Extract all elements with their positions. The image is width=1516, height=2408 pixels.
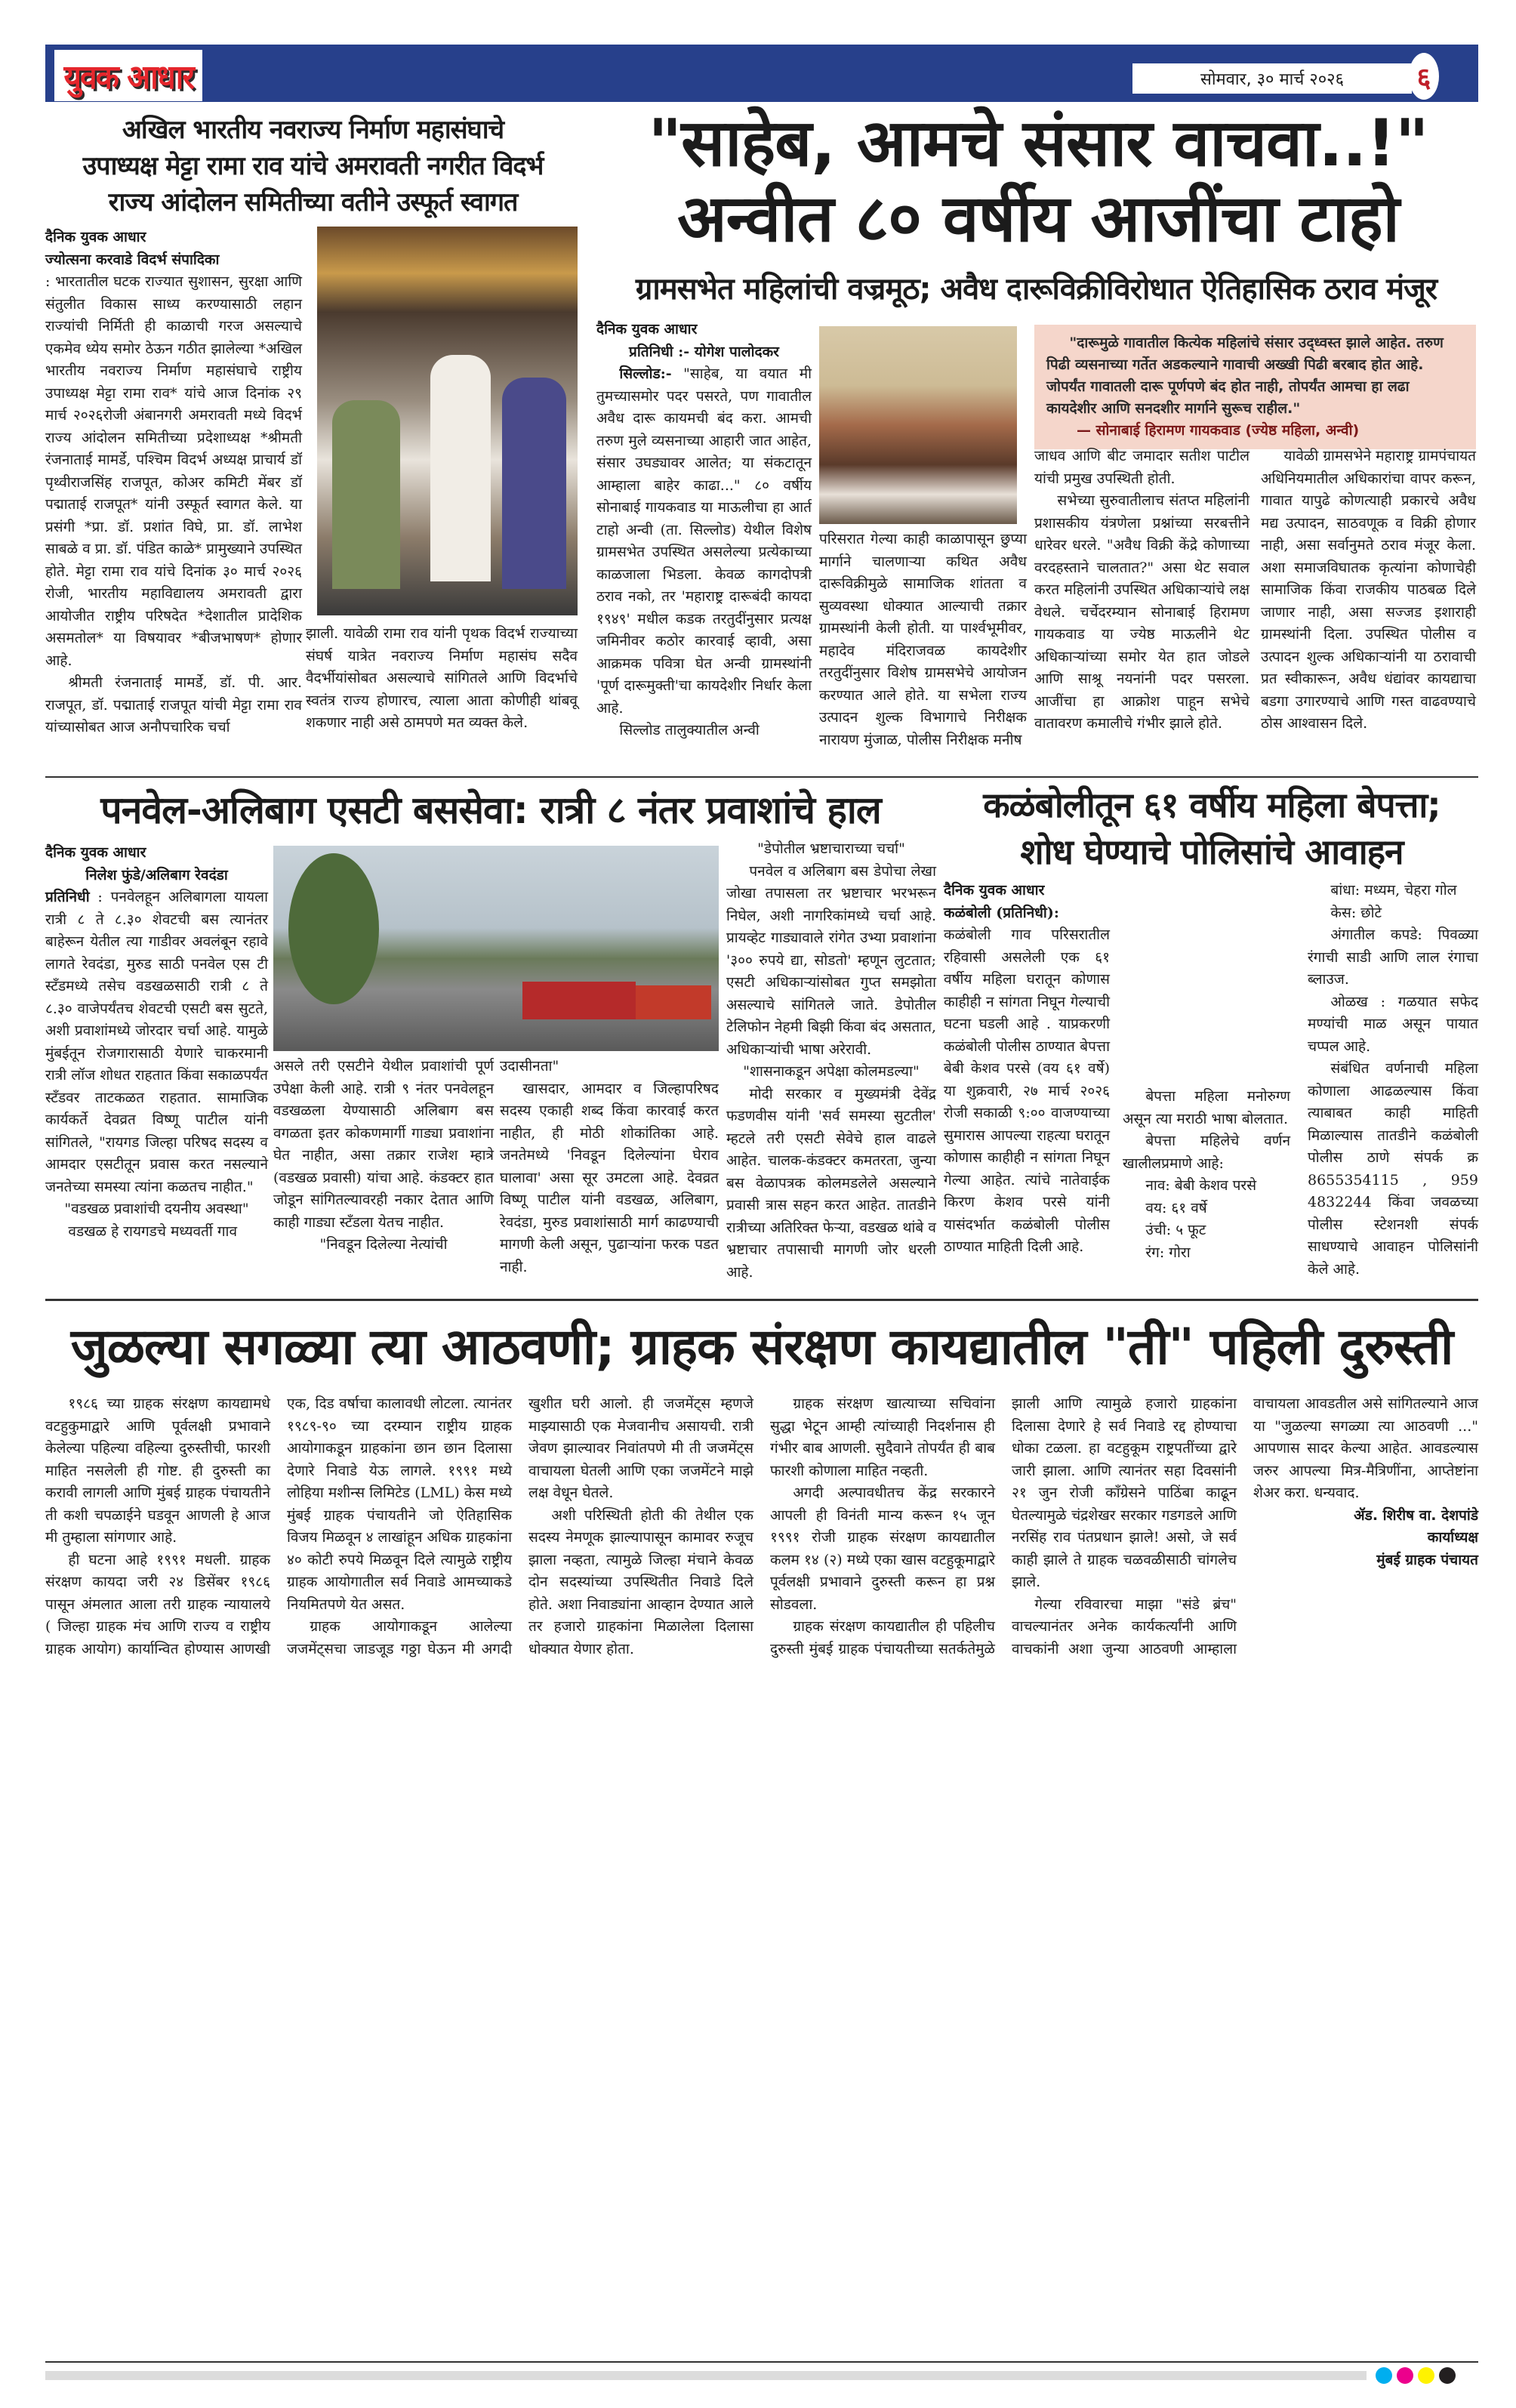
quote-attribution: — सोनाबाई हिरामण गायकवाड (ज्येष्ठ महिला, अन्वी)	[1077, 422, 1360, 439]
magenta-dot	[1397, 2367, 1413, 2384]
panvel-column-2: असले तरी एसटीने येथील प्रवाशांची पूर्ण उपेक्षा केली आहे. रात्री ९ नंतर पनवेलहून वडखळला येण्यासाठी अलिबाग बस वगळता इतर कोकणमार्गी गाड्या प्रवाशांना घेत नाहीत, असा तक्रार राजेश म्हात्रे (वडखळ प्रवासी) यांचा आहे. कंडक्टर हात जोडून सांगितल्यावरही नकार देतात आणि काही गाड्या स्टँडला येतच नाहीत. "निवडून दिलेल्या नेत्यांची	[273, 1058, 494, 1253]
tree	[288, 853, 379, 1004]
footer-bar	[45, 2371, 1367, 2380]
st-bus	[522, 982, 636, 1019]
pull-quote: "दारूमुळे गावातील कित्येक महिलांचे संसार उद्ध्वस्त झाले आहेत. तरुण पिढी व्यसनाच्या गर्तेत अडकल्याने गावाची अख्खी पिढी बरबाद होत आहे. जोपर्यंत गावातली दारू पूर्णपणे बंद होत नाही, तोपर्यंत आमचा हा लढा कायदेशीर आणि सनदशीर मार्गाने सुरूच राहील." — सोनाबाई हिरामण गायकवाड (ज्येष्ठ महिला, अन्वी)	[1034, 325, 1476, 449]
navrajya-column-2: झाली. यावेळी रामा राव यांनी पृथक विदर्भ राज्याच्या संघर्ष यात्रेत नवराज्य निर्माण महासंघ सदैव वैदर्भीयांसोबत असल्याचे सांगितले आणि विदर्भाचे स्वतंत्र राज्य होणारच, त्याला आता कोणीही थांबवू शकणार नाही असे ठामपणे मत व्यक्त केले.	[306, 625, 578, 731]
registration-marks	[1376, 2367, 1456, 2384]
section-divider	[45, 1299, 1478, 1301]
source: दैनिक युवक आधार	[45, 229, 146, 245]
author-name: ॲड. शिरीष वा. देशपांडे	[1354, 1506, 1478, 1524]
black-dot	[1439, 2367, 1456, 2384]
panvel-column-3: उदासीनता" खासदार, आमदार व जिल्हापरिषद सदस्य एकाही शब्द किंवा कारवाई करत नाहीत, ही मोठी शोकांतिका आहे. जनतेमध्ये 'निवडून दिलेल्यांना घेराव घालावा' असा सूर उमटला आहे. देवव्रत विष्णू पाटील यांनी वडखळ, अलिबाग, रेवदंडा, मुरुड प्रवाशांसाठी मार्ग काढण्याची मागणी केली असून, पुढाऱ्यांना फरक पडत नाही.	[500, 1058, 719, 1275]
person-figure	[332, 400, 400, 589]
kalamboli-column-3: बांधा: मध्यम, चेहरा गोल केस: छोटे अंगातील कपडे: पिवळ्या रंगाची साडी आणि लाल रंगाचा ब्लाउज. ओळख : गळयात सफेद मण्यांची माळ असून पायात चप्पल आहे. संबंधित वर्णनाची महिला कोणाला आढळल्यास किंवा त्याबाबत काही माहिती मिळाल्यास तातडीने कळंबोली पोलीस ठाणे संपर्क क्र 8655354115 , 959 4832244 किंवा जवळच्या पोलीस स्टेशनशी संपर्क साधण्याचे आवाहन पोलिसांनी केले आहे.	[1308, 882, 1478, 1278]
kalamboli-column-2: बेपत्ता महिला मनोरुग्ण असून त्या मराठी भाषा बोलतात. बेपत्ता महिलेचे वर्णन खालीलप्रमाणे आहे: नाव: बेबी केशव परसे वय: ६१ वर्षे उंची: ५ फूट रंग: गोरा	[1123, 1088, 1290, 1261]
bus-stand-photo	[273, 846, 719, 1051]
article-paragraph: अशी परिस्थिती होती की तेथील एक सदस्य नेमणूक झाल्यापासून कामावर रुजूच झाला नव्हता, त्यामुळे जिल्हा मंचाने केवळ दोन सदस्यांच्या उपस्थितीत निवाडे दिले होते. अशा निवाड्यांना आव्हान देण्यात आले तर हजारो ग्राहकांना मिळालेला दिलासा धोक्यात येणार होता.	[528, 1506, 753, 1657]
kalamboli-column-1: दैनिक युवक आधार कळंबोली (प्रतिनिधी): कळंबोली गाव परिसरातील रहिवासी असलेली एक ६१ वर्षीय महिला घरातून कोणास काहीही न सांगता निघून गेल्याची घटना घडली आहे . याप्रकरणी कळंबोली पोलीस ठाण्यात बेपत्ता बेबी केशव परसे (वय ६१ वर्षे) या शुक्रवारी, २७ मार्च २०२६ रोजी सकाळी ९:०० वाजण्याच्या सुमारास आपल्या राहत्या घरातून कोणास काहीही न सांगता निघून गेल्या आहेत. त्यांचे नातेवाईक किरण केशव परसे यांनी यासंदर्भात कळंबोली पोलीस ठाण्यात माहिती दिली आहे.	[944, 882, 1110, 1255]
article-paragraph: ग्राहक आयोगाकडून आलेल्या जजमेंट्सचा जाडजूड गठ्ठा घेऊन मी अगदी खुशीत घरी आलो. ही जजमेंट्स म्हणजे माझ्यासाठी एक मेजवानीच असायची. रात्री जेवण झाल्यावर निवांतपणे मी ती जजमेंट्स वाचायला घेतली आणि एका जजमेंटने माझे लक्ष वेधून घेतले.	[287, 1395, 753, 1657]
article-paragraph: गेल्या रविवारचा माझा "संडे ब्रंच" वाचल्यानंतर अनेक कार्यकर्त्यांनी आणि वाचकांनी अशा जुन्या आठवणी आम्हाला वाचायला आवडतील असे सांगितल्याने आज या "जुळल्या सगळ्या त्या आठवणी ..." आपणास सादर केल्या आहेत. आवडल्यास जरुर आपल्या मित्र-मैत्रिणींना, आप्तेष्टांना शेअर करा. धन्यवाद.	[1012, 1395, 1478, 1657]
anvi-headline: "साहेब, आमचे संसार वाचवा..!" अन्वीत ८० वर्षीय आजींचा टाहो	[648, 106, 1428, 257]
gram-sabha-photo	[819, 326, 1017, 524]
panvel-column-4: "डेपोतील भ्रष्टाचाराच्या चर्चा" पनवेल व अलिबाग बस डेपोचा लेखा जोखा तपासला तर भ्रष्टाचार भरभरून निघेल, अशी नागरिकांमध्ये चर्चा आहे. प्रायव्हेट गाड्यावाले रांगेत उभ्या प्रवाशांना '३०० रुपये द्या, सोडतो' म्हणून लुटतात; एसटी अधिकाऱ्यांसोबत गुप्त समझोता असल्याचे सांगितले जाते. डेपोतील टेलिफोन नेहमी बिझी किंवा बंद असतात, अधिकाऱ्यांची भाषा अरेरावी. "शासनाकडून अपेक्षा कोलमडल्या" मोदी सरकार व मुख्यमंत्री देवेंद्र फडणवीस यांनी 'सर्व समस्या सुटतील' म्हटले तरी एसटी सेवेचे हाल वाढले आहेत. चालक-कंडक्टर कमतरता, जुन्या बस वेळापत्रक कोलमडलेले असल्याने प्रवासी त्रास सहन करत आहेत. तातडीने रात्रीच्या अतिरिक्त फेर्‍या, वडखळ थांबे व भ्रष्टाचार तपासाची मागणी जोर धरली आहे.	[726, 840, 936, 1281]
grahak-article-body	[45, 1393, 1478, 1660]
article-paragraph: ग्राहक संरक्षण कायद्यातील ही पहिलीच दुरुस्ती मुंबई ग्राहक पंचायतीच्या सतर्कतेमुळे झाली आणि त्यामुळे हजारो ग्राहकांना दिलासा देणारे हे सर्व निवाडे रद्द होण्याचा धोका टळला. हा वटहुकूम राष्ट्रपतींच्या द्वारे जारी झाला. आणि त्यानंतर सहा दिवसांनी २१ जुन रोजी काँग्रेसने पाठिंबा काढून घेतल्यामुळे चंद्रशेखर सरकार गडगडले आणि नरसिंह राव पंतप्रधान झाले! असो, जे सर्व काही झाले ते ग्राहक चळवळीसाठी चांगलेच झाले.	[770, 1395, 1237, 1657]
anvi-column-2: परिसरात गेल्या काही काळापासून छुप्या मार्गाने चालणाऱ्या कथित अवैध दारूविक्रीमुळे सामाजिक शांतता व सुव्यवस्था धोक्यात आल्याची तक्रार ग्रामस्थांनी केली होती. या पार्श्वभूमीवर, महादेव मंदिराजवळ कायदेशीर तरतुदींनुसार विशेष ग्रामसभेचे आयोजन करण्यात आले होते. या सभेला राज्य उत्पादन शुल्क विभागाचे निरीक्षक नारायण मुंजाळ, पोलीस निरीक्षक मनीष	[819, 531, 1027, 748]
anvi-column-3: जाधव आणि बीट जमादार सतीश पाटील यांची प्रमुख उपस्थिती होती. सभेच्या सुरुवातीलाच संतप्त महिलांनी प्रशासकीय यंत्रणेला प्रश्नांच्या सरबत्तीने धारेवर धरले. "अवैध विक्री केंद्रे कोणाच्या वरदहस्ताने चालतात?" असा थेट सवाल करत महिलांनी उपस्थित अधिकाऱ्यांचे लक्ष वेधले. चर्चेदरम्यान सोनाबाई हिरामण गायकवाड या ज्येष्ठ माऊलीने थेट अधिकाऱ्यांच्या समोर येत हात जोडले आणि साश्रू नयनांनी पदर पसरला. आजींचा हा आक्रोश पाहून सभेचे वातावरण कमालीचे गंभीर झाले होते.	[1034, 448, 1249, 732]
navrajya-headline: अखिल भारतीय नवराज्य निर्माण महासंघाचे उपाध्यक्ष मेट्टा रामा राव यांचे अमरावती नगरीत विदर्भ राज्य आंदोलन समितीच्या वतीने उस्फूर्त स्वागत	[82, 115, 544, 217]
author-title: कार्याध्यक्ष	[1427, 1529, 1478, 1546]
anvi-subheadline: ग्रामसभेत महिलांची वज्रमूठ; अवैध दारूविक्रीविरोधात ऐतिहासिक ठराव मंजूर	[635, 272, 1437, 307]
issue-date: सोमवार, ३० मार्च २०२६	[1132, 63, 1412, 94]
cyan-dot	[1376, 2367, 1392, 2384]
section-divider	[45, 776, 1478, 778]
article-paragraph: १९८६ च्या ग्राहक संरक्षण कायद्यामधे वटहुकुमाद्वारे आणि पूर्वलक्षी प्रभावाने केलेल्या पहिल्या वहिल्या दुरुस्तीची, फारशी माहित नसलेली ही गोष्ट. ही दुरुस्ती का करावी लागली आणि मुंबई ग्राहक पंचायतीने ती कशी चपळाईने घडवून आणली हे आज मी तुम्हाला सांगणार आहे.	[45, 1395, 270, 1546]
article-paragraph: अगदी अल्पावधीतच केंद्र सरकारने आपली ही विनंती मान्य करून १५ जून १९९१ रोजी ग्राहक संरक्षण कायद्यातील कलम १४ (२) मध्ये एका खास वटहुकूमाद्वारे पूर्वलक्षी प्रभावाने दुरुस्ती करून हा प्रश्न सोडवला.	[770, 1485, 995, 1613]
footer-rule	[45, 2361, 1478, 2363]
anvi-column-4: यावेळी ग्रामसभेने महाराष्ट्र ग्रामपंचायत अधिनियमातील अधिकारांचा वापर करून, गावात यापुढे कोणत्याही प्रकारचे अवैध मद्य उत्पादन, साठवणूक व विक्री होणार नाही, असा सर्वानुमते ठराव मंजूर केला. अशा समाजविघातक कृत्यांना कोणाचेही सामाजिक किंवा राजकीय पाठबळ दिले जाणार नाही, असा सज्जड इशाराही ग्रामस्थांनी दिला. उपस्थित पोलीस व उत्पादन शुल्क अधिकाऱ्यांनी या ठरावाची प्रत स्वीकारून, अवैध धंद्यांवर कायद्याचा बडगा उगारण्याचे आणि गस्त वाढवण्याचे ठोस आश्वासन दिले.	[1261, 448, 1476, 732]
person-figure	[430, 355, 491, 581]
st-bus	[636, 985, 711, 1019]
navrajya-column-1: दैनिक युवक आधार ज्योत्सना करवाडे विदर्भ संपादिका : भारतातील घटक राज्यात सुशासन, सुरक्षा आणि संतुलीत विकास साध्य करण्यासाठी लहान राज्यांची निर्मिती ही काळाची गरज असल्याचे एकमेव ध्येय समोर ठेऊन गठीत झालेल्या *अखिल भारतीय नवराज्य निर्माण महासंघाचे राष्ट्रीय उपाध्यक्ष मेट्टा रामा राव* यांचे आज दिनांक २९ मार्च २०२६रोजी अंबानगरी अमरावती मध्ये विदर्भ राज्य आंदोलन समितीच्या प्रदेशाध्यक्ष *श्रीमती रंजनाताई मामर्डे, पश्चिम विदर्भ अध्यक्ष प्राचार्य डॉ पृथ्वीराजसिंह राजपूत, कोअर कमिटी मेंबर डॉ पद्माताई राजपूत* यांनी उस्फूर्त स्वागत केले. या प्रसंगी *प्रा. डॉ. प्रशांत विघे, प्रा. डॉ. लाभेश साबळे व प्रा. डॉ. पंडित काळे* प्रामुख्याने उपस्थित होते. मेट्टा रामा राव यांचे दिनांक ३० मार्च २०२६ रोजी, भारतीय महाविद्यालय अमरावती द्वारा आयोजीत राष्ट्रीय परिषदेत *देशातील प्रादेशिक असमतोल* या विषयावर *बीजभाषण* होणार आहे. श्रीमती रंजनाताई मामर्डे, डॉ. पी. आर. राजपूत, डॉ. पद्माताई राजपूत यांची मेट्टा रामा राव यांच्यासोबत आज अनौपचारिक चर्चा	[45, 227, 302, 739]
page-number: ६	[1409, 53, 1439, 100]
yellow-dot	[1418, 2367, 1434, 2384]
panvel-column-1: दैनिक युवक आधार निलेश फुंडे/अलिबाग रेवदंडा प्रतिनिधी : पनवेलहून अलिबागला यायला रात्री ८ ते ८.३० शेवटची बस त्यानंतर बाहेरून येतील त्या गाडीवर अवलंबून रहावे लागते रेवदंडा, मुरुड साठी पनवेल एस टी स्टँडमध्ये तसेच वडखळसाठी रात्री ८ ते ८.३० वाजेपर्यंतच शेवटची एसटी बस सुटते, अशी प्रवाशांमध्ये जोरदार चर्चा आहे. यामुळे मुंबईतून रोजगारासाठी येणारे चाकरमानी रात्री लॉज शोधत राहतात किंवा सकाळपर्यंत स्टँडवर ताटकळत राहतात. सामाजिक कार्यकर्ते देवव्रत विष्णू पाटील यांनी सांगितले, "रायगड जिल्हा परिषद सदस्य व आमदार एसटीतून प्रवास करत नसल्याने जनतेच्या समस्या त्यांना कळतच नाहीत." "वडखळ प्रवाशांची दयनीय अवस्था" वडखळ हे रायगडचे मध्यवर्ती गाव	[45, 844, 268, 1240]
person-figure	[502, 378, 566, 589]
byline: ज्योत्सना करवाडे विदर्भ संपादिका	[45, 251, 220, 268]
article-paragraph: ही घटना आहे १९९१ मधली. ग्राहक संरक्षण कायदा जरी २४ डिसेंबर १९८६ पासून अंमलात आला तरी ग्राहक न्यायालये ( जिल्हा ग्राहक मंच आणि राज्य व राष्ट्रीय ग्राहक आयोग) कार्यान्वित होण्यास आणखी एक, दिड वर्षाचा कालावधी लोटला. त्यानंतर १९८९-९० च्या दरम्यान राष्ट्रीय ग्राहक आयोगाकडून ग्राहकांना छान छान दिलासा देणारे निवाडे येऊ लागले. १९९१ मध्ये लोहिया मशीन्स लिमिटेड (LML) केस मध्ये मुंबई ग्राहक पंचायतीने जो ऐतिहासिक विजय मिळवून ४ लाखांहून अधिक ग्राहकांना ४० कोटी रुपये मिळवून दिले त्यामुळे राष्ट्रीय ग्राहक आयोगातील सर्व निवाडे आमच्याकडे नियमितपणे येत असत.	[45, 1395, 512, 1657]
anvi-column-1: दैनिक युवक आधार प्रतिनिधी :- योगेश पालोदकर सिल्लोड:- "साहेब, या वयात मी तुमच्यासमोर पदर पसरते, पण गावातील अवैध दारू कायमची बंद करा. आमची तरुण मुले व्यसनाच्या आहारी जात आहेत, संसार उघड्यावर आलेत; या संकटातून आम्हाला बाहेर काढा..." ८० वर्षीय सोनाबाई गायकवाड या माऊलीचा हा आर्त टाहो अन्वी (ता. सिल्लोड) येथील विशेष ग्रामसभेत उपस्थित असलेल्या प्रत्येकाच्या काळजाला भिडला. केवळ कागदोपत्री ठराव नको, तर 'महाराष्ट्र दारूबंदी कायदा १९४९' मधील कडक तरतुदींनुसार प्रत्यक्ष जमिनीवर कठोर कारवाई व्हावी, असा आक्रमक पवित्रा घेत अन्वी ग्रामस्थांनी 'पूर्ण दारूमुक्ती'चा कायदेशीर निर्धार केला आहे. सिल्लोड तालुक्यातील अन्वी	[596, 321, 812, 738]
kalamboli-headline: कळंबोलीतून ६१ वर्षीय महिला बेपत्ता; शोध घेण्याचे पोलिसांचे आवाहन	[983, 785, 1441, 872]
grahak-headline: जुळल्या सगळ्या त्या आठवणी; ग्राहक संरक्षण कायद्यातील "ती" पहिली दुरुस्ती	[70, 1318, 1453, 1376]
panvel-headline: पनवेल-अलिबाग एसटी बससेवा: रात्री ८ नंतर प्रवाशांचे हाल	[100, 788, 881, 832]
author-organization: मुंबई ग्राहक पंचायत	[1376, 1551, 1478, 1568]
article-paragraph: ग्राहक संरक्षण खात्याच्या सचिवांना सुद्धा भेटून आम्ही त्यांच्याही निदर्शनास ही गंभीर बाब आणली. सुदैवाने तोपर्यंत ही बाब फारशी कोणाला माहित नव्हती.	[770, 1395, 995, 1479]
newspaper-logo: युवक आधार	[54, 50, 202, 101]
navrajya-photo	[317, 227, 578, 615]
